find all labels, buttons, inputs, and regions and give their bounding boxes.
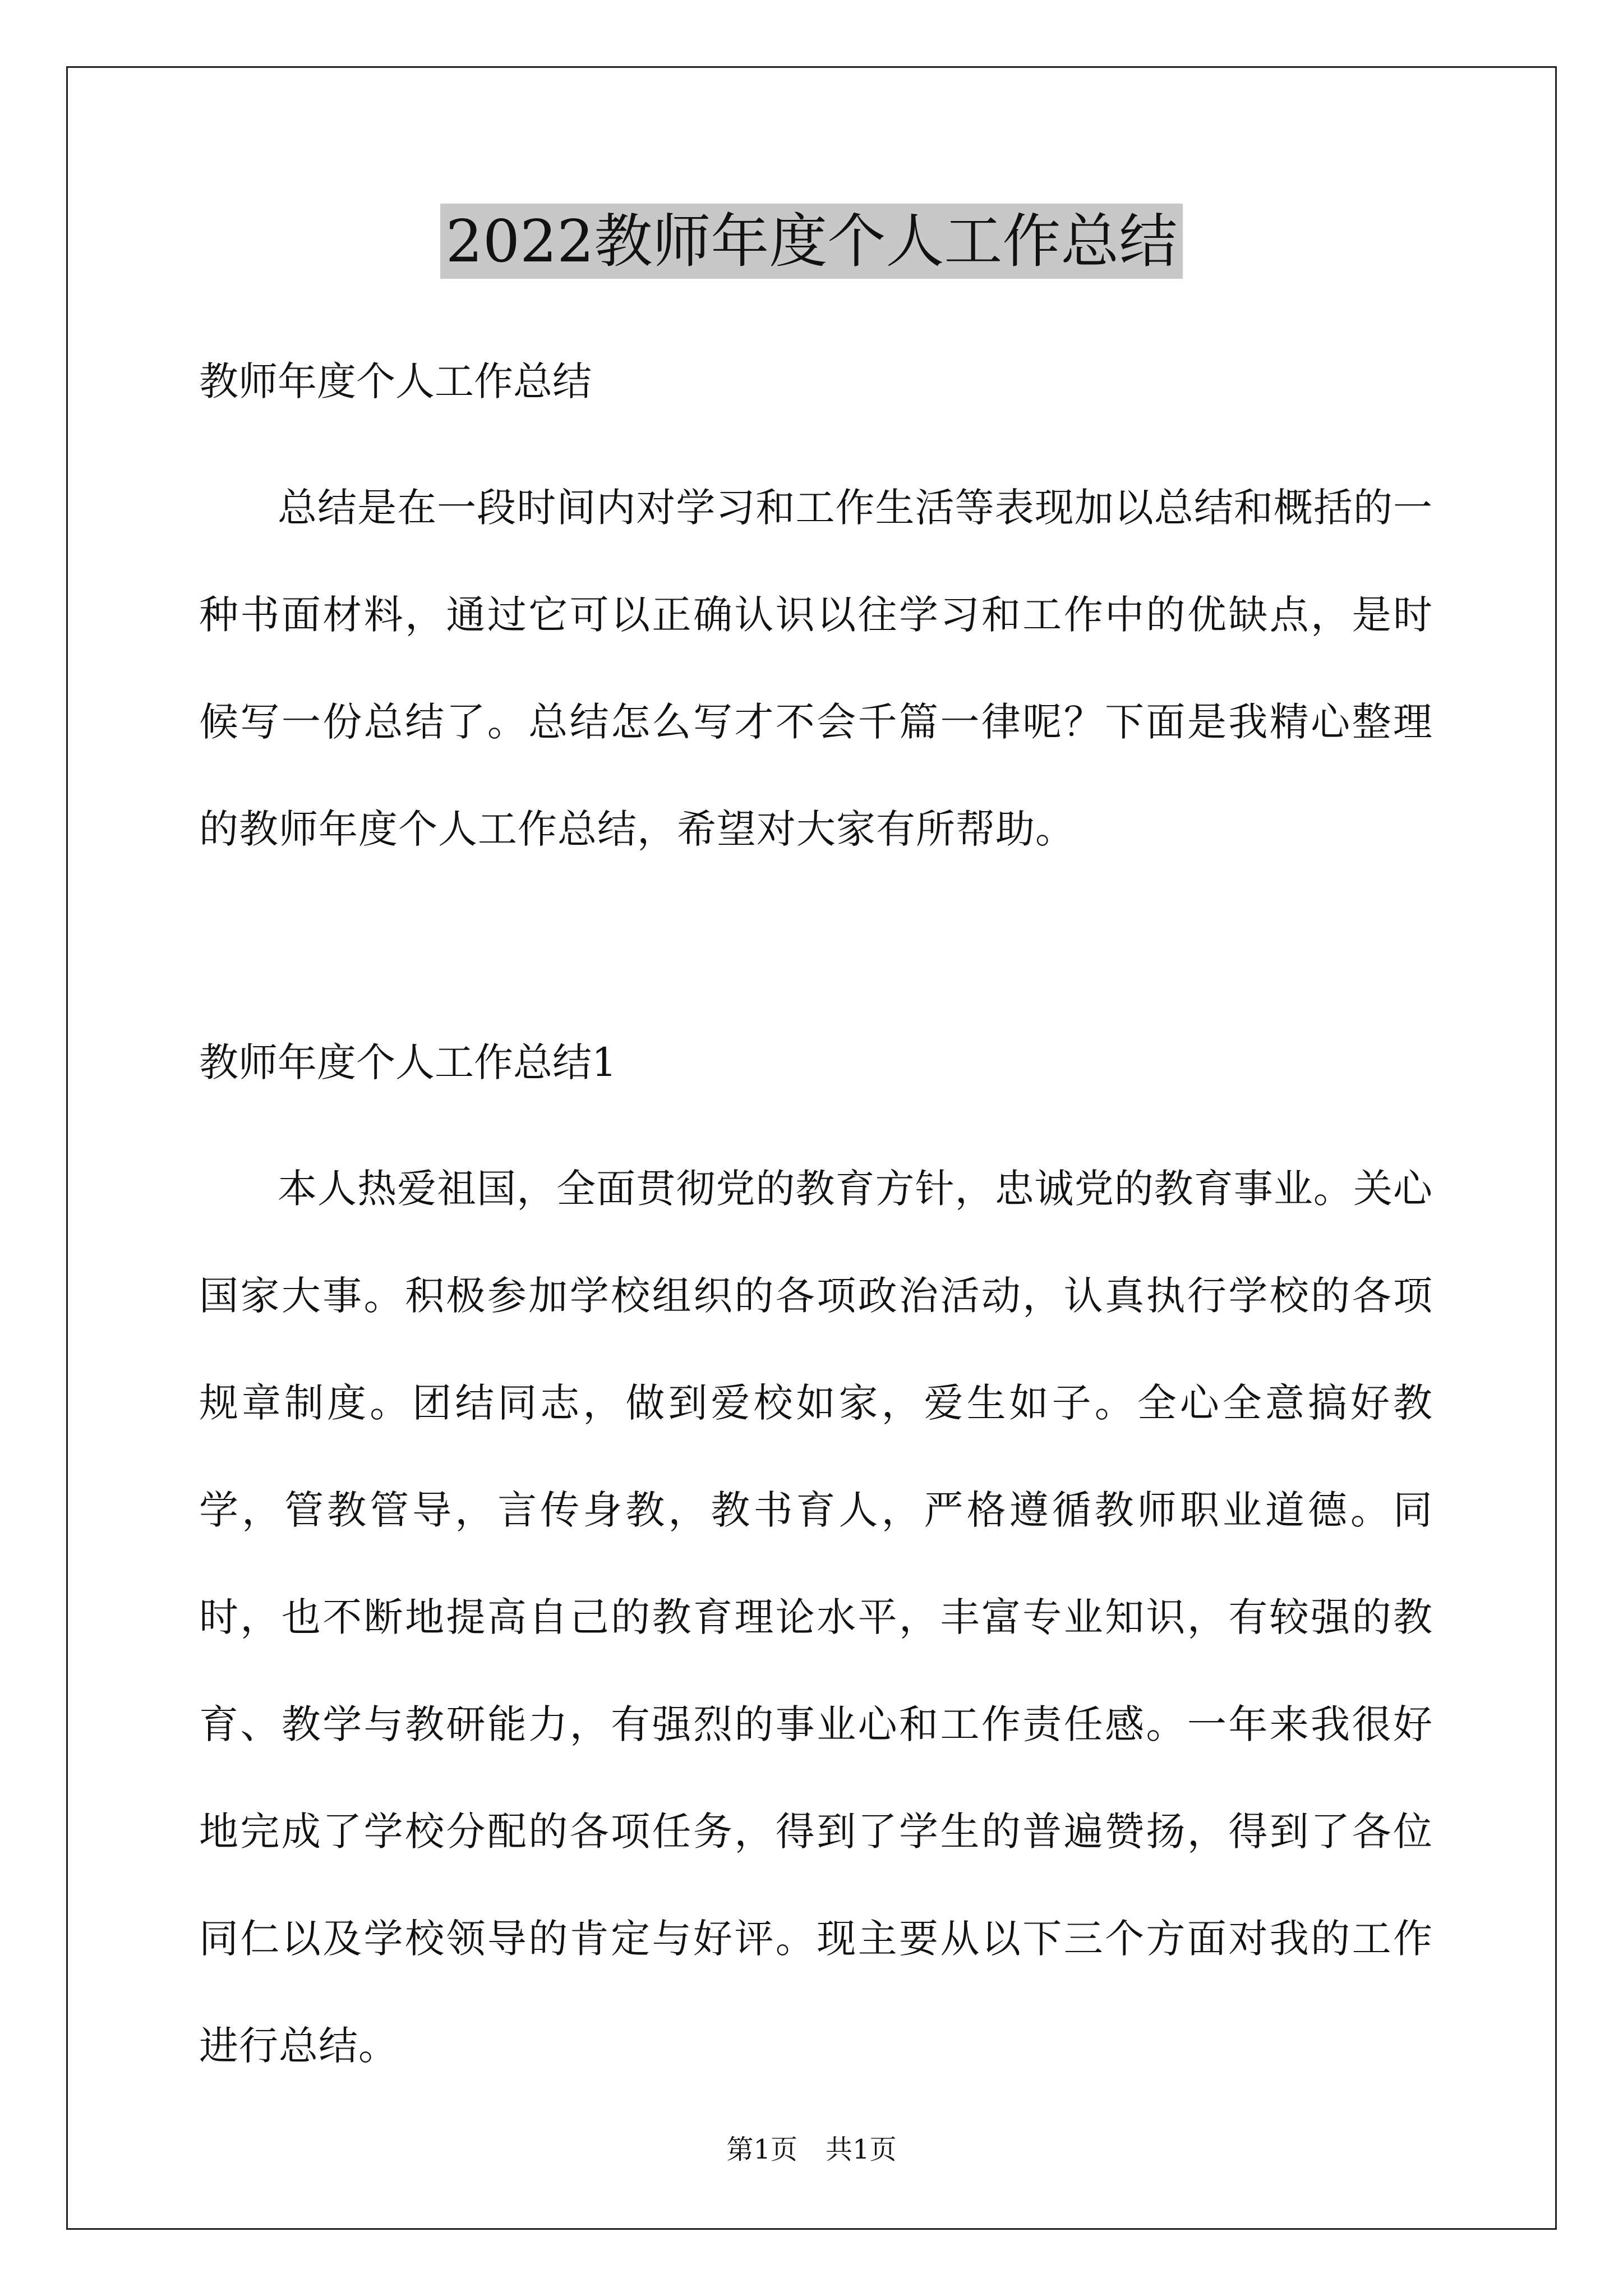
intro-paragraph: 总结是在一段时间内对学习和工作生活等表现加以总结和概括的一种书面材料，通过它可以正确认识以往学习和工作中的优缺点，是时候写一份总结了。总结怎么写才不会千篇一律呢？下面是我精心整理的教师年度个人工作总结，希望对大家有所帮助。	[199, 485, 1433, 852]
section-1-paragraph: 本人热爱祖国，全面贯彻党的教育方针，忠诚党的教育事业。关心国家大事。积极参加学校组织的各项政治活动，认真执行学校的各项规章制度。团结同志，做到爱校如家，爱生如子。全心全意搞好教学，管教管导，言传身教，教书育人，严格遵循教师职业道德。同时，也不断地提高自己的教育理论水平，丰富专业知识，有较强的教育、教学与教研能力，有强烈的事业心和工作责任感。一年来我很好地完成了学校分配的各项任务，得到了学生的普遍赞扬，得到了各位同仁以及学校领导的肯定与好评。现主要从以下三个方面对我的工作进行总结。	[199, 1166, 1433, 2069]
document-body	[199, 348, 1433, 2100]
page-footer	[0, 2132, 1623, 2168]
section-1-heading: 教师年度个人工作总结1	[199, 1039, 617, 1085]
page-number-current: 第1页	[726, 2134, 797, 2165]
spacer	[199, 1096, 1433, 1135]
spacer	[199, 415, 1433, 454]
spacer	[199, 883, 1433, 1029]
page-number-total: 共1页	[826, 2134, 897, 2165]
document-title-text: 2022教师年度个人工作总结	[440, 204, 1183, 279]
intro-heading: 教师年度个人工作总结	[199, 358, 592, 404]
document-title	[0, 202, 1623, 280]
